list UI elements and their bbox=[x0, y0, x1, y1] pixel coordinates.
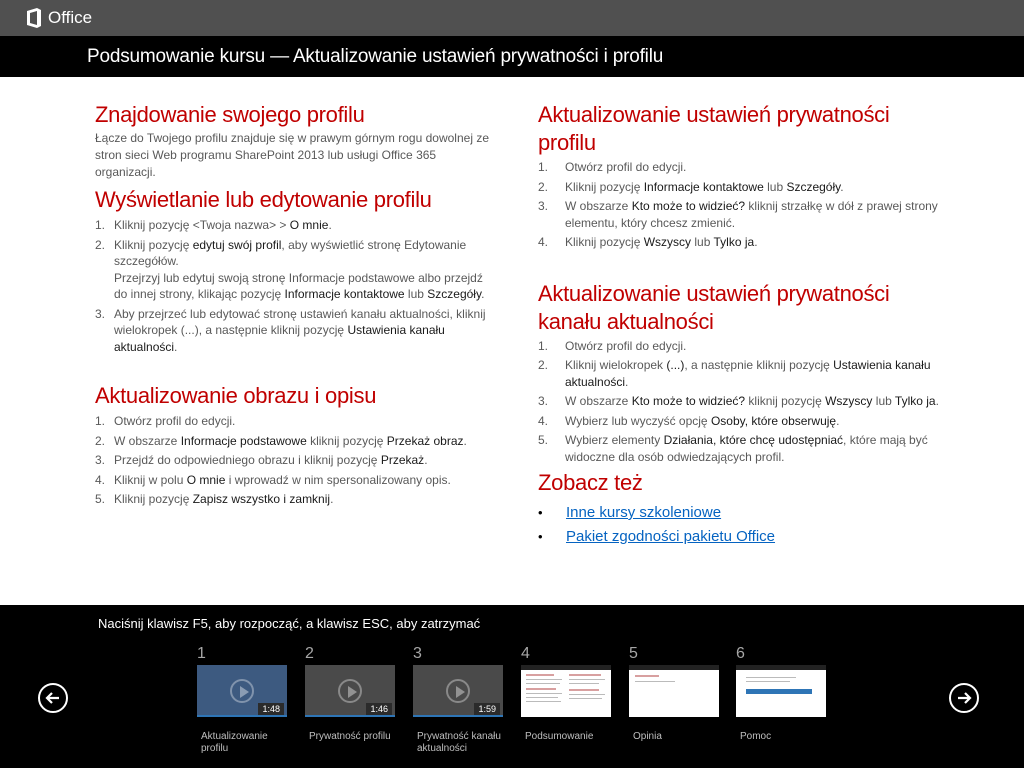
step-text: Wybierz elementy bbox=[565, 433, 664, 447]
list-item bbox=[95, 217, 490, 234]
link-other-courses[interactable]: Inne kursy szkoleniowe bbox=[566, 504, 722, 521]
video-preview[interactable] bbox=[197, 665, 287, 717]
step-keyword: Zapisz wszystko i zamknij bbox=[192, 492, 331, 506]
step-text: . bbox=[481, 287, 485, 301]
list-item bbox=[538, 234, 948, 251]
left-column bbox=[95, 101, 490, 511]
step-keyword: Informacje kontaktowe bbox=[643, 179, 764, 194]
step-keyword: Informacje podstawowe bbox=[180, 433, 307, 448]
step-text: i wprowadź w nim spersonalizowany opis. bbox=[225, 472, 451, 487]
thumbnail-2[interactable] bbox=[305, 643, 395, 743]
step-text: . bbox=[463, 433, 467, 448]
video-preview[interactable] bbox=[413, 665, 503, 717]
previous-button[interactable] bbox=[38, 683, 68, 713]
office-logo[interactable] bbox=[26, 7, 92, 29]
step-text: Kliknij pozycję bbox=[565, 235, 644, 249]
step-number: 4. bbox=[538, 413, 549, 428]
step-keyword: Szczegóły bbox=[427, 287, 482, 301]
list-item bbox=[538, 413, 948, 430]
step-number: 1. bbox=[95, 414, 106, 428]
list-item bbox=[538, 338, 948, 355]
heading-find-profile: Znajdowanie swojego profilu bbox=[95, 102, 365, 127]
step-number: 5. bbox=[95, 492, 106, 506]
step-number: 1. bbox=[95, 218, 106, 232]
step-text: Wybierz lub wyczyść opcję bbox=[565, 413, 711, 428]
step-number: 4. bbox=[538, 235, 549, 249]
step-text: Kliknij pozycję bbox=[114, 237, 193, 252]
step-text: . bbox=[754, 235, 758, 249]
list-item bbox=[95, 433, 490, 450]
step-keyword: Przekaż obraz bbox=[386, 433, 464, 448]
step-text: lub bbox=[872, 394, 895, 408]
step-text: W obszarze bbox=[565, 394, 632, 408]
step-number: 1. bbox=[538, 160, 549, 174]
play-icon bbox=[230, 679, 254, 703]
thumbnail-6[interactable] bbox=[736, 643, 826, 743]
step-text: lub bbox=[404, 287, 428, 301]
next-button[interactable] bbox=[949, 683, 979, 713]
thumbnail-number: 2 bbox=[305, 645, 314, 662]
see-also-links bbox=[538, 501, 948, 549]
video-preview[interactable] bbox=[305, 665, 395, 717]
right-column bbox=[538, 101, 948, 549]
update-picture-steps bbox=[95, 413, 490, 508]
step-text: . bbox=[328, 218, 332, 232]
list-item bbox=[538, 432, 948, 465]
step-text: , aby wyświetlić stronę Edytowanie szczegółów. bbox=[114, 237, 467, 268]
step-number: 5. bbox=[538, 433, 549, 447]
list-item bbox=[538, 393, 948, 410]
step-text: Kliknij pozycję <Twoja nazwa> > bbox=[114, 218, 290, 232]
thumbnail-number: 3 bbox=[413, 645, 422, 662]
step-text: . bbox=[836, 413, 840, 428]
list-item bbox=[95, 306, 490, 356]
step-text: . bbox=[840, 179, 844, 194]
step-text: , a następnie kliknij pozycję bbox=[684, 358, 834, 372]
step-number: 2. bbox=[538, 179, 549, 194]
link-compatibility-pack[interactable]: Pakiet zgodności pakietu Office bbox=[566, 528, 776, 545]
step-text: lub bbox=[763, 179, 787, 194]
list-item bbox=[538, 357, 948, 390]
step-text: Aby przejrzeć lub edytować stronę ustawień kanału aktualności, kliknij wielokropek (...), a następnie kliknij pozycję bbox=[114, 306, 486, 337]
thumbnail-label: Podsumowanie bbox=[525, 731, 594, 742]
thumbnail-label: Aktualizowanie profilu bbox=[201, 731, 268, 754]
step-number: 3. bbox=[95, 306, 106, 321]
step-number: 2. bbox=[538, 358, 549, 372]
slide-content bbox=[0, 77, 1024, 605]
step-number: 3. bbox=[95, 453, 106, 467]
thumbnail-3[interactable] bbox=[413, 643, 503, 755]
bullet-icon: • bbox=[538, 529, 543, 544]
title-bar bbox=[0, 36, 1024, 77]
thumbnail-1[interactable] bbox=[197, 643, 287, 755]
step-keyword: Kto może to widzieć? bbox=[631, 199, 746, 213]
step-number: 3. bbox=[538, 199, 549, 213]
list-item bbox=[538, 501, 948, 525]
profile-privacy-steps bbox=[538, 159, 948, 251]
video-duration: 1:48 bbox=[258, 703, 284, 715]
list-item bbox=[95, 413, 490, 430]
step-keyword: Tylko ja bbox=[713, 235, 755, 249]
step-text: Przejrzyj lub edytuj swoją stronę Informacje podstawowe albo przejdź do innej strony, klikając pozycję bbox=[114, 270, 483, 301]
step-text: , które mają być widoczne dla osób odwiedzających profil. bbox=[565, 433, 928, 464]
step-keyword: Działania, które chcę udostępniać bbox=[663, 433, 844, 447]
step-text: Otwórz profil do edycji. bbox=[565, 338, 687, 353]
office-logo-label: Office bbox=[48, 8, 93, 27]
slide-preview[interactable] bbox=[521, 665, 611, 717]
step-text: . bbox=[424, 453, 428, 467]
step-text: Przejdź do odpowiedniego obrazu i kliknij pozycję bbox=[114, 453, 381, 467]
video-duration: 1:59 bbox=[474, 703, 500, 715]
step-text: kliknij strzałkę w dół z prawej strony elementu, który chcesz zmienić. bbox=[565, 199, 938, 230]
step-keyword: Wszyscy bbox=[643, 235, 692, 249]
step-keyword: O mnie bbox=[289, 218, 329, 232]
step-number: 4. bbox=[95, 472, 106, 487]
step-number: 2. bbox=[95, 433, 106, 448]
list-item bbox=[95, 237, 490, 303]
step-text: Kliknij pozycję bbox=[114, 492, 193, 506]
play-icon bbox=[338, 679, 362, 703]
step-text: lub bbox=[691, 235, 714, 249]
step-keyword: Przekaż bbox=[380, 453, 425, 467]
office-logo-icon bbox=[26, 8, 42, 28]
newsfeed-privacy-steps bbox=[538, 338, 948, 466]
progress-bar bbox=[413, 715, 503, 717]
step-keyword: Kto może to widzieć? bbox=[631, 394, 746, 408]
step-keyword: Ustawienia kanału aktualności bbox=[114, 323, 445, 354]
step-keyword: (...) bbox=[666, 358, 685, 372]
thumbnail-number: 4 bbox=[521, 645, 530, 662]
step-text: . bbox=[174, 339, 178, 354]
navigation-bar bbox=[0, 605, 1024, 768]
slide-preview[interactable] bbox=[736, 665, 826, 717]
slide-preview[interactable] bbox=[629, 665, 719, 717]
step-keyword: Szczegóły bbox=[786, 179, 841, 194]
heading-profile-privacy: Aktualizowanie ustawień prywatności profilu bbox=[538, 102, 890, 155]
arrow-left-icon bbox=[45, 690, 61, 706]
thumbnail-5[interactable] bbox=[629, 643, 719, 743]
thumbnail-label: Prywatność profilu bbox=[309, 731, 391, 742]
step-text: Otwórz profil do edycji. bbox=[565, 160, 687, 174]
step-text: W obszarze bbox=[565, 199, 632, 213]
step-text: Kliknij w polu bbox=[114, 472, 187, 487]
list-item bbox=[538, 179, 948, 196]
progress-bar bbox=[305, 715, 395, 717]
list-item bbox=[538, 159, 948, 176]
play-icon bbox=[446, 679, 470, 703]
step-number: 3. bbox=[538, 394, 549, 408]
step-keyword: Tylko ja bbox=[894, 394, 936, 408]
heading-see-also: Zobacz też bbox=[538, 470, 643, 495]
step-keyword: Informacje kontaktowe bbox=[284, 287, 405, 301]
thumbnail-label: Prywatność kanału aktualności bbox=[417, 731, 501, 754]
step-text: Kliknij wielokropek bbox=[565, 358, 667, 372]
step-keyword: Wszyscy bbox=[825, 394, 873, 408]
step-text: Otwórz profil do edycji. bbox=[114, 414, 236, 428]
thumbnail-label: Opinia bbox=[633, 731, 662, 742]
arrow-right-icon bbox=[956, 690, 972, 706]
step-text: . bbox=[625, 374, 629, 389]
step-text: . bbox=[330, 492, 334, 506]
heading-update-picture: Aktualizowanie obrazu i opisu bbox=[95, 383, 377, 408]
heading-newsfeed-privacy: Aktualizowanie ustawień prywatności kanału aktualności bbox=[538, 280, 890, 334]
step-text: kliknij pozycję bbox=[745, 394, 826, 408]
step-text: Kliknij pozycję bbox=[565, 179, 644, 194]
page-title: Podsumowanie kursu — Aktualizowanie ustawień prywatności i profilu bbox=[87, 45, 664, 67]
step-number: 1. bbox=[538, 338, 549, 353]
thumbnail-4[interactable] bbox=[521, 643, 611, 743]
list-item bbox=[538, 525, 948, 549]
step-text: W obszarze bbox=[114, 433, 181, 448]
list-item bbox=[538, 198, 948, 231]
list-item bbox=[95, 452, 490, 469]
bullet-icon: • bbox=[538, 505, 543, 520]
step-text: kliknij pozycję bbox=[306, 433, 387, 448]
find-profile-text: Łącze do Twojego profilu znajduje się w prawym górnym rogu dowolnej ze stron sieci Web programu SharePoint 2013 lub usługi Office 365 organizacji. bbox=[95, 131, 489, 179]
progress-bar bbox=[197, 715, 287, 717]
video-duration: 1:46 bbox=[366, 703, 392, 715]
list-item bbox=[95, 472, 490, 489]
step-keyword: Ustawienia kanału aktualności bbox=[565, 358, 931, 389]
list-item bbox=[95, 491, 490, 508]
thumbnail-label: Pomoc bbox=[740, 731, 772, 742]
step-keyword: edytuj swój profil bbox=[192, 237, 282, 252]
thumbnail-number: 1 bbox=[197, 645, 206, 662]
step-keyword: O mnie bbox=[186, 472, 226, 487]
office-topbar bbox=[0, 0, 1024, 36]
thumbnail-number: 5 bbox=[629, 645, 638, 662]
view-edit-steps bbox=[95, 217, 490, 355]
step-keyword: Osoby, które obserwuję bbox=[710, 413, 837, 428]
thumbnail-number: 6 bbox=[736, 645, 745, 662]
presentation-hint: Naciśnij klawisz F5, aby rozpocząć, a klawisz ESC, aby zatrzymać bbox=[98, 616, 481, 631]
heading-view-edit-profile: Wyświetlanie lub edytowanie profilu bbox=[95, 187, 432, 212]
step-number: 2. bbox=[95, 237, 106, 252]
step-text: . bbox=[935, 394, 939, 408]
